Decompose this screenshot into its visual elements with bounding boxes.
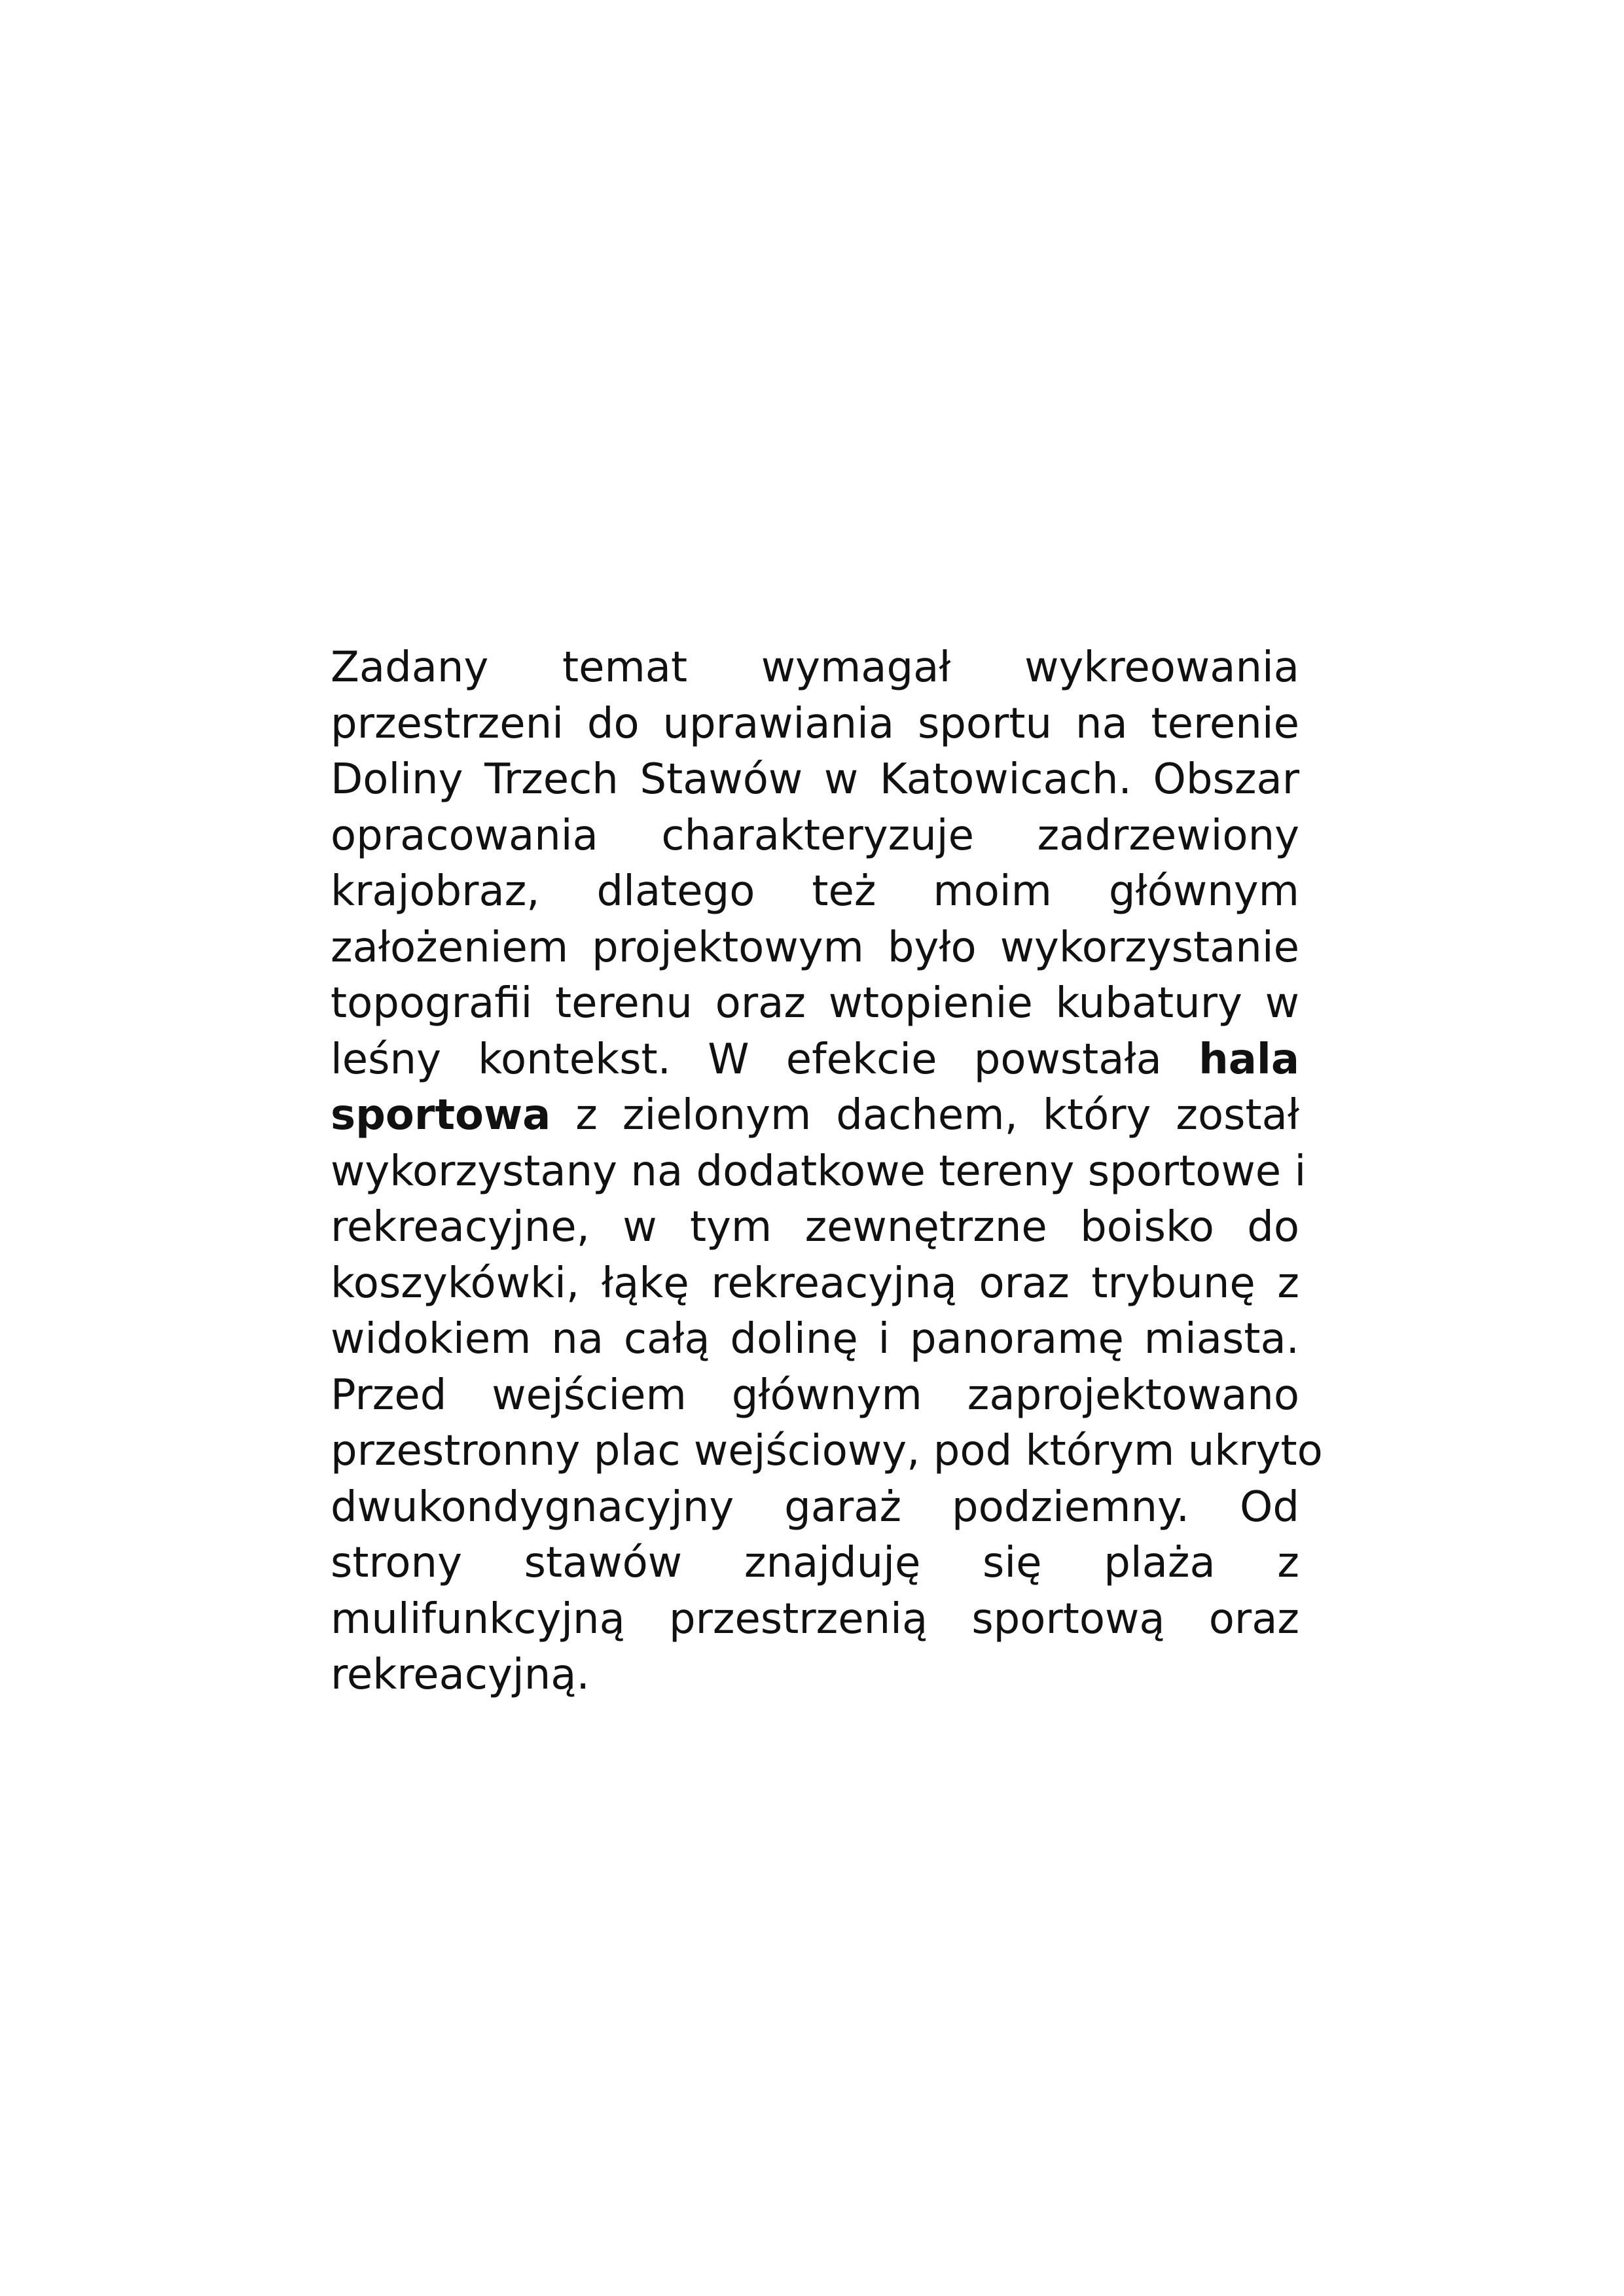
- paragraph-line: [331, 976, 1299, 1032]
- paragraph-line: [331, 1200, 1299, 1256]
- paragraph-line: [331, 1032, 1299, 1088]
- line-text: rekreacyjną.: [331, 1651, 590, 1699]
- paragraph-line: [331, 1312, 1299, 1368]
- line-text: koszykówki, łąkę rekreacyjną oraz trybunę z: [331, 1259, 1299, 1308]
- line-text: mulifunkcyjną przestrzenią sportową oraz: [331, 1594, 1299, 1643]
- paragraph-line: [331, 696, 1299, 753]
- line-text: Przed wejściem głównym zaprojektowano: [331, 1371, 1299, 1420]
- paragraph-line: [331, 1088, 1299, 1144]
- line-text: opracowania charakteryzuje zadrzewiony: [331, 811, 1299, 860]
- paragraph-line: [331, 1592, 1299, 1648]
- line-text: wykorzystany na dodatkowe tereny sportowe i: [331, 1147, 1307, 1196]
- line-text: leśny kontekst. W efekcie powstała: [331, 1035, 1199, 1084]
- paragraph-line: [331, 1256, 1299, 1312]
- paragraph-line: [331, 864, 1299, 920]
- paragraph-line: [331, 808, 1299, 865]
- paragraph-line: [331, 1480, 1299, 1536]
- paragraph-line: [331, 1368, 1299, 1424]
- line-text: z zielonym dachem, który został: [550, 1091, 1299, 1139]
- emphasis-text: hala: [1199, 1035, 1299, 1084]
- description-paragraph: [331, 640, 1323, 1704]
- line-text: dwukondygnacyjny garaż podziemny. Od: [331, 1482, 1299, 1532]
- line-text: strony stawów znajduję się plaża z: [331, 1539, 1299, 1587]
- paragraph-line: [331, 1144, 1307, 1200]
- paragraph-line: [331, 640, 1299, 696]
- line-text: topografii terenu oraz wtopienie kubatury w: [331, 979, 1299, 1028]
- paragraph-line: [331, 752, 1299, 808]
- line-text: przestronny plac wejściowy, pod którym ukryto: [331, 1427, 1323, 1475]
- paragraph-line: [331, 1424, 1323, 1480]
- line-text: Zadany temat wymagał wykreowania: [331, 643, 1299, 692]
- paragraph-line: [331, 1647, 1299, 1704]
- line-text: Doliny Trzech Stawów w Katowicach. Obszar: [331, 755, 1299, 804]
- emphasis-text: sportowa: [331, 1091, 551, 1139]
- line-text: przestrzeni do uprawiania sportu na terenie: [331, 699, 1299, 748]
- paragraph-line: [331, 1535, 1299, 1592]
- line-text: rekreacyjne, w tym zewnętrzne boisko do: [331, 1203, 1299, 1251]
- paragraph-line: [331, 920, 1299, 977]
- line-text: krajobraz, dlatego też moim głównym: [331, 867, 1299, 916]
- line-text: widokiem na całą dolinę i panoramę miasta.: [331, 1315, 1299, 1363]
- line-text: założeniem projektowym było wykorzystanie: [331, 923, 1299, 972]
